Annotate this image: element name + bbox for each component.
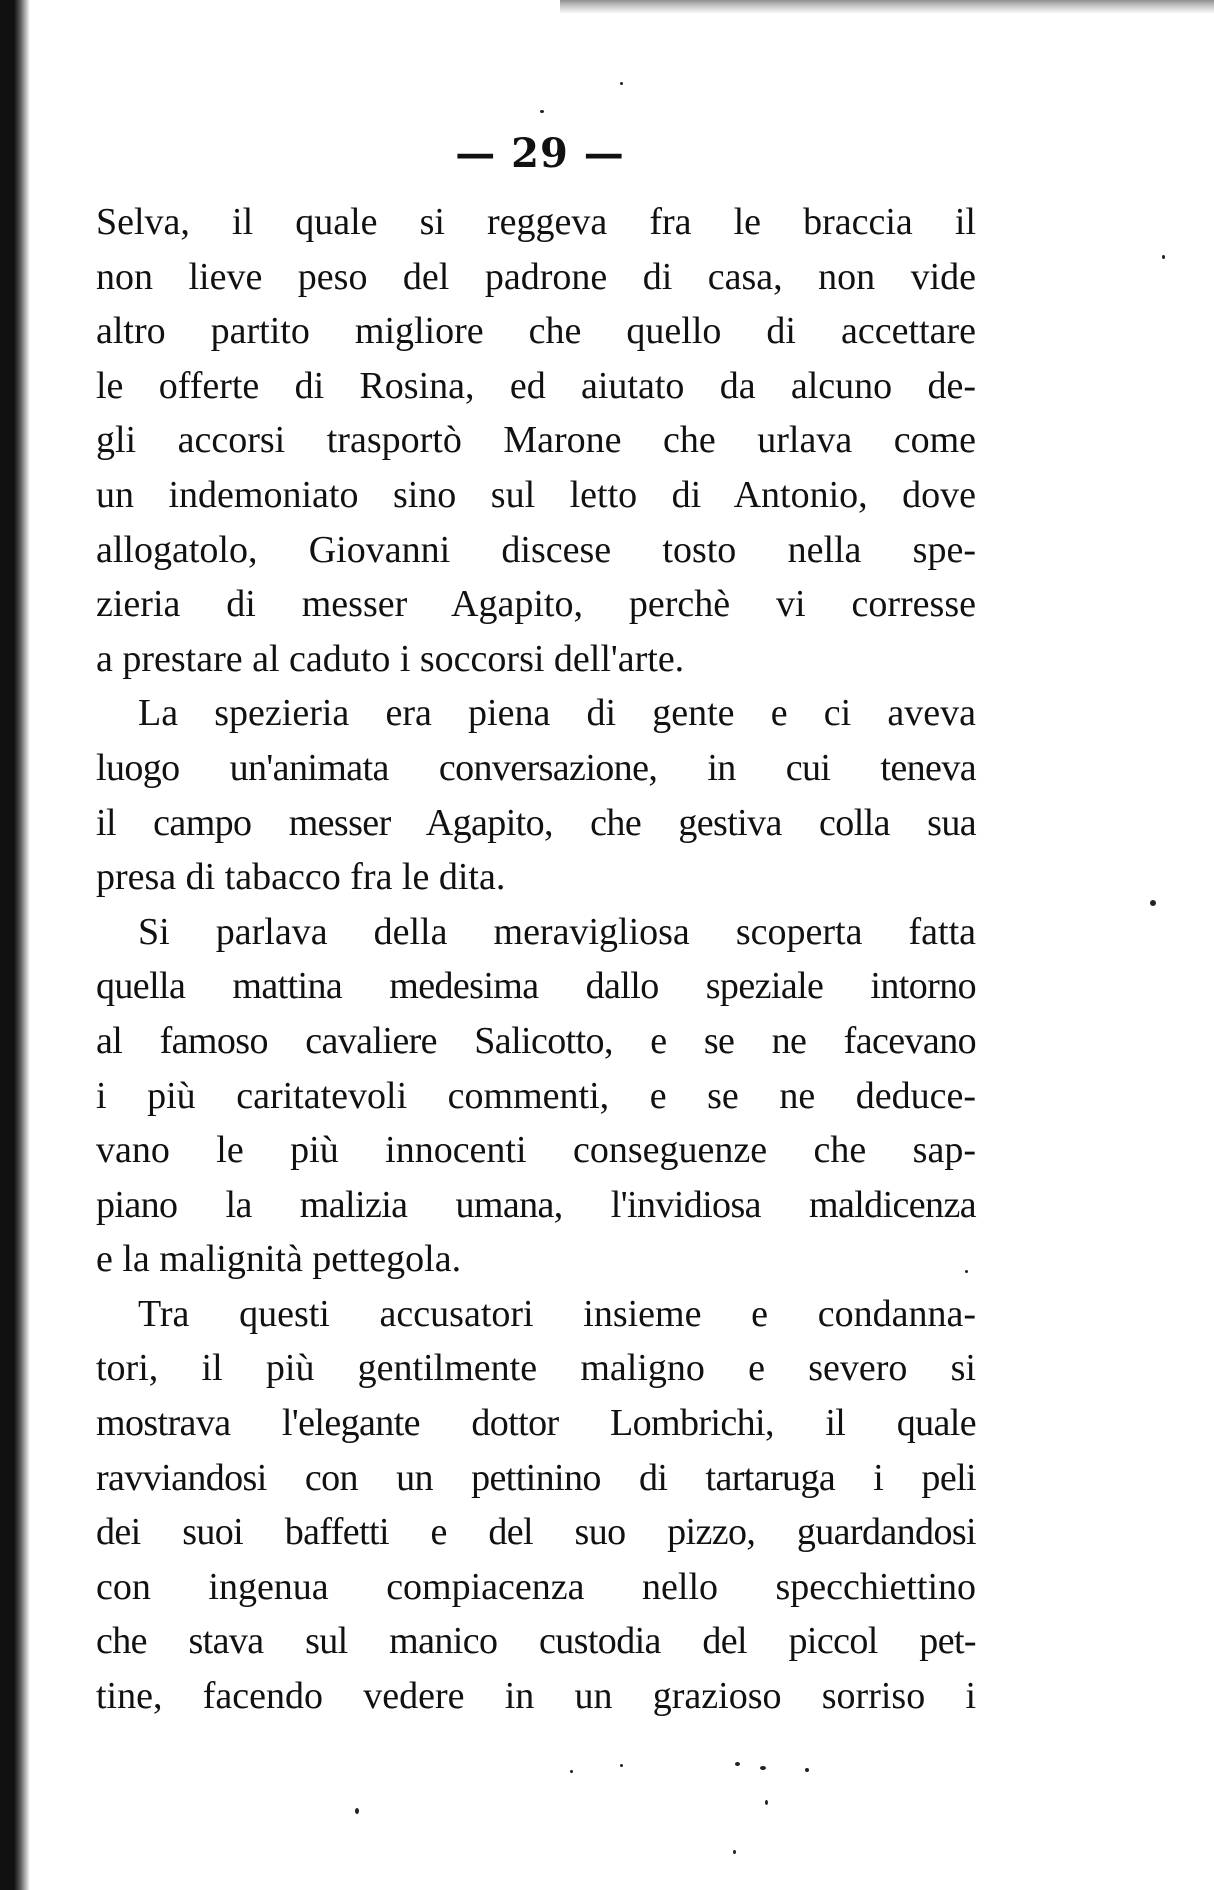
text-line: luogo un'animata conversazione, in cui teneva — [96, 746, 976, 789]
ink-speck — [760, 1766, 766, 1770]
text-line: ravviandosi con un pettinino di tartaruga i peli — [96, 1456, 976, 1499]
text-line: Si parlava della meravigliosa scoperta fatta — [138, 910, 976, 953]
text-line: che stava sul manico custodia del piccol pet- — [96, 1620, 976, 1663]
page-binding-edge — [0, 0, 30, 1890]
text-line: dei suoi baffetti e del suo pizzo, guardandosi — [96, 1511, 976, 1554]
body-text — [96, 195, 976, 1724]
ink-speck — [805, 1768, 809, 1772]
text-line: La spezieria era piena di gente e ci aveva — [138, 692, 976, 735]
text-line: Selva, il quale si reggeva fra le braccia il — [96, 201, 976, 243]
ink-speck — [620, 1764, 623, 1767]
ink-speck — [570, 1770, 573, 1773]
text-line: e la malignità pettegola. — [96, 1238, 462, 1281]
text-line: i più caritatevoli commenti, e se ne deduce- — [96, 1074, 976, 1117]
page-number: — 29 — — [455, 130, 625, 177]
text-line: tine, facendo vedere in un grazioso sorriso i — [96, 1675, 976, 1718]
bottom-bleedthrough-marks — [560, 1750, 860, 1870]
text-line: presa di tabacco fra le dita. — [96, 856, 506, 899]
ink-speck — [540, 110, 544, 113]
text-line: gli accorsi trasportò Marone che urlava come — [96, 419, 976, 462]
text-line: mostrava l'elegante dottor Lombrichi, il quale — [96, 1402, 976, 1445]
page-top-edge-shadow — [560, 0, 1214, 14]
text-line: il campo messer Agapito, che gestiva colla sua — [96, 801, 976, 844]
ink-speck — [765, 1800, 768, 1805]
text-line: le offerte di Rosina, ed aiutato da alcuno de- — [96, 364, 976, 407]
text-line: con ingenua compiacenza nello specchiettino — [96, 1565, 976, 1608]
ink-speck — [620, 82, 623, 85]
text-line: a prestare al caduto i soccorsi dell'arte. — [96, 637, 685, 680]
text-line: allogatolo, Giovanni discese tosto nella spe- — [96, 528, 976, 571]
ink-speck — [1150, 900, 1156, 906]
text-line: vano le più innocenti conseguenze che sap- — [96, 1129, 976, 1172]
text-line: piano la malizia umana, l'invidiosa maldicenza — [96, 1183, 976, 1226]
text-line: un indemoniato sino sul letto di Antonio, dove — [96, 473, 976, 516]
ink-speck — [1162, 255, 1165, 259]
text-line: non lieve peso del padrone di casa, non vide — [96, 255, 976, 298]
text-line: al famoso cavaliere Salicotto, e se ne facevano — [96, 1019, 976, 1062]
ink-speck — [355, 1808, 359, 1814]
text-line: tori, il più gentilmente maligno e severo si — [96, 1347, 976, 1390]
text-line: Tra questi accusatori insieme e condanna- — [138, 1292, 976, 1335]
ink-speck — [733, 1850, 736, 1854]
text-line: quella mattina medesima dallo speziale intorno — [96, 965, 976, 1008]
text-line: zieria di messer Agapito, perchè vi corresse — [96, 583, 976, 626]
ink-speck — [965, 1270, 968, 1273]
ink-speck — [735, 1762, 740, 1766]
text-line: altro partito migliore che quello di accettare — [96, 310, 976, 353]
